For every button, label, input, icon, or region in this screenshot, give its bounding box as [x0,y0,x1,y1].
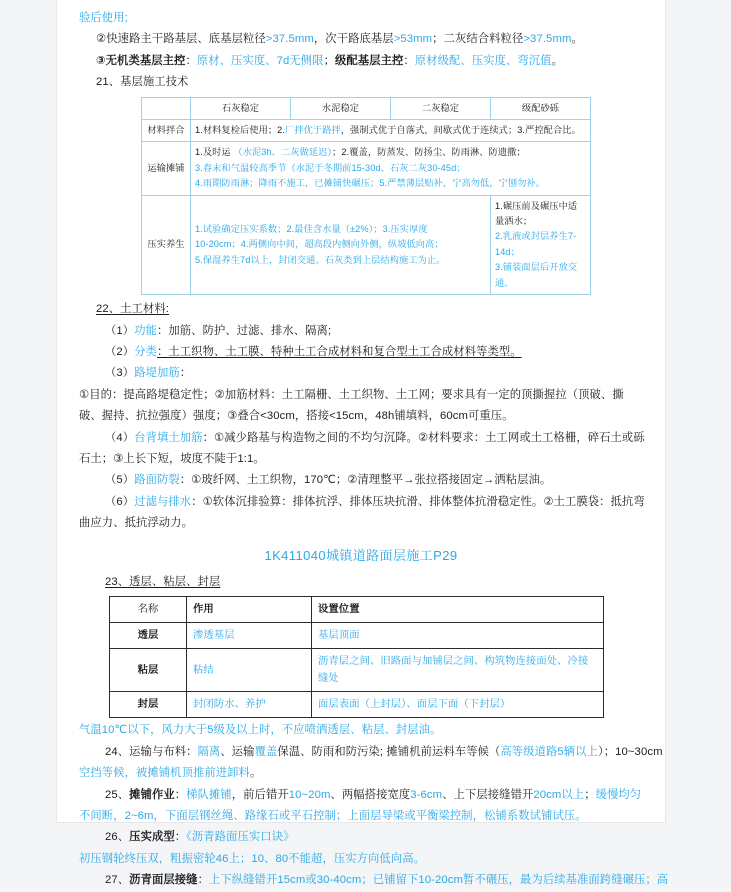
cell-header-graded-gravel: 级配砂砾 [491,97,591,119]
line-22-6-body-2: 曲应力、抵抗浮动力。 [79,517,193,530]
table-row [110,649,604,692]
line-22-3 [79,363,643,384]
key-embankment-reinforcement: 路堤加筋 [134,367,180,380]
text-segment: 、两幅搭接宽度 [330,788,411,801]
cell-header-lime: 石灰稳定 [191,97,291,119]
line-22-1 [79,321,643,342]
cell-layer-position: 沥青层之间、旧路面与加铺层之间、构筑物连接面处、冷接缝处 [312,649,604,692]
key-classification: 分类 [134,345,157,358]
value-375mm-a: >37.5mm [265,33,314,46]
cell-header-name: 名称 [110,597,187,623]
label-inorganic-base-control: ③无机类基层主控 [96,54,186,67]
heading-22-geosynthetics: 22、土工材料: [96,303,169,316]
text-segment: ：①减少路基与构造物之间的不均匀沉降。②材料要求：土工网或土工格栅，碎石土或砾 [202,431,645,444]
text-segment: 3.铺装面层后开放交通。 [495,262,578,288]
key-abutment-backfill: 台背填土加筋 [134,431,203,444]
text-segment: ；二灰结合料粒径 [432,33,524,46]
note-temperature-wind: 气温10℃以下，风力大于5级及以上时，不应喷洒透层、粘层、封层油。 [79,724,442,737]
key-compaction-formula: 《沥青路面压实口诀》 [186,831,295,844]
text-segment: 、上下层接缝错开 [442,788,534,801]
line-22-6 [79,492,643,513]
text-segment: ： [179,367,192,380]
table-row [142,120,591,142]
text-segment: ，前后错开 [231,788,289,801]
table-row [142,195,591,294]
key-filter-drainage: 过滤与排水 [134,495,192,508]
text-segment: ； [323,54,336,67]
text-segment: 10-20cm；4.两侧向中间，超高段内侧向外侧，纵坡低向高； [195,239,444,250]
cell-header-effect: 作用 [187,597,312,623]
key-function: 功能 [134,324,157,337]
text-segment: 2.乳液或封层养生7-14d； [495,231,577,257]
line-22-5 [79,470,643,491]
surface-layers-table [109,596,604,718]
cell-header-cement: 水泥稳定 [291,97,391,119]
text-segment: ： [186,745,198,758]
text-segment: 保温、防雨和防污染; 摊铺机前运料车等候（ [277,745,501,758]
cell-compaction-curing-left [191,195,491,294]
value-375mm-b: >37.5mm [523,33,572,46]
item-number: （4） [105,431,135,444]
cell-label-transport-paving: 运输摊铺 [142,142,191,195]
text-segment: 厂拌优于路拌 [285,125,341,136]
text-segment: 1.及时运 [195,147,234,158]
line-24-body-2 [79,763,643,784]
text-segment: ，强制式优于自落式，间歇式优于连续式；3.严控配合比。 [340,125,581,136]
text-segment: ： [403,54,415,67]
section-number-26: 26、 [105,831,130,844]
text-segment: 、运输 [220,745,255,758]
chapter-title: 1K411040城镇道路面层施工P29 [264,547,458,563]
line-22-4 [79,428,643,449]
line-particle-size [79,29,643,50]
document-body [57,0,669,892]
title-paving-operation: 摊铺作业 [129,788,175,801]
text-segment: 1.碾压前及碾压中适量洒水； [495,200,578,227]
cell-header-blank [142,97,191,119]
cell-compaction-curing-right [491,195,591,294]
line-22-3-body-1: ①目的：提高路堤稳定性；②加筋材料：土工隔栅、土工织物、土工网；要求具有一定的顶撕握拉（顶破、撕 [79,388,624,401]
text-segment: 1.试验确定压实系数；2.最佳含水量（±2%）；3.压实厚度 [195,223,428,234]
item-number: （5） [105,474,135,487]
key-truck-count: 高等级道路5辆以上 [500,745,598,758]
cell-label-mixing: 材料拌合 [142,120,191,142]
line-25-body-2: 不间断，2~6m，下面层钢丝绳、路缘石或平石控制；上面层导梁或平衡梁控制，松铺系数试铺试压。 [79,810,587,822]
text-segment: ： [197,874,209,887]
cell-header-position: 设置位置 [312,597,604,623]
line-verify-use: 验后使用; [79,12,128,24]
line-24 [79,742,663,763]
text-segment: ：①软体沉排验算：排体抗浮、排体压块抗滑、排体整体抗滑稳定性。②土工膜袋：抵抗弯 [191,495,645,508]
text-segment: ②快速路主干路基层、底基层粒径 [96,33,266,46]
value-overlap-3-6cm: 3-6cm [410,788,443,801]
cell-layer-name: 封层 [110,692,187,718]
text-segment: （水泥3h、二灰做延迟） [233,147,333,158]
document-page [57,0,669,887]
text-segment: ；2.覆盖，防蒸发、防扬尘、防雨淋、防遗撒； [332,147,526,158]
item-number: （6） [105,495,135,508]
text-segment: ：①玻纤网、土工织物，170℃；②清理整平→张拉搭接固定→洒粘层油。 [179,474,552,487]
key-echelon-paving: 梯队摊铺 [186,788,232,801]
cell-layer-name: 粘层 [110,649,187,692]
cell-header-lime-flyash: 二灰稳定 [391,97,491,119]
line-22-4-body-2: 石土；③上长下短，坡度不陡于1:1。 [79,452,265,465]
line-22-3-body-2: 破、握持、抗拉强度）强度；③叠合<30cm，搭接<15cm，48h铺填料，60cm可重压。 [79,410,514,423]
cell-layer-position: 面层表面（上封层）、面层下面（下封层） [312,692,604,718]
line-22-2 [79,342,643,363]
cell-layer-position: 基层顶面 [312,623,604,649]
key-covering: 覆盖 [254,745,278,758]
label-graded-base-control: 级配基层主控 [335,54,404,67]
table-row-header [110,597,604,623]
value-53mm: >53mm [393,33,433,46]
line-26-body-2: 初压钢轮终压双，粗振密轮46上；10、80不能超，压实方向低向高。 [79,852,426,865]
table-row-header [142,97,591,119]
text-segment: 1.材料复检后使用；2. [195,125,286,136]
cell-layer-name: 透层 [110,623,187,649]
text-segment: 。 [249,767,262,780]
title-asphalt-joint: 沥青面层接缝 [129,874,198,887]
cell-layer-effect: 渗透基层 [187,623,312,649]
table-row [142,142,591,195]
base-construction-table [141,97,591,295]
line-26 [79,827,643,848]
line-27 [79,870,669,891]
item-number: （3） [105,367,135,380]
value-offset-10-20m: 10~20m [288,788,331,801]
table-row [110,692,604,718]
line-inorganic-control [79,51,643,72]
value-inorganic-items: 原材、压实度、7d无侧限 [196,54,324,67]
item-number: （2） [105,345,135,358]
text-segment: 。 [551,54,563,67]
text-segment: 空挡等候，被摊铺机顶推前进卸料 [79,767,250,780]
text-segment: 4.雨期防雨淋；降雨不施工，已摊铺快碾压；5.严禁薄层贴补，宁高勿低，宁刨勿补。 [195,178,546,189]
text-segment: 。 [571,33,583,46]
item-number: （1） [105,324,135,337]
key-isolation: 隔离 [197,745,221,758]
title-compaction-forming: 压实成型 [129,831,175,844]
text-segment: ：加筋、防护、过滤、排水、隔离; [156,324,332,337]
section-number-27: 27、 [105,874,130,887]
text-segment: ： [174,831,187,844]
heading-21-base-construction: 21、基层施工技术 [96,76,189,89]
text-segment: ，次干路底基层 [313,33,394,46]
value-joint-20cm: 20cm以上 [533,788,585,801]
cell-layer-effect: 粘结 [187,649,312,692]
key-crack-prevention: 路面防裂 [134,474,180,487]
text-segment: 3.春末和气温较高季节（水泥于冬期前15-30d、石灰二灰30-45d； [195,162,466,173]
value-joint-detail: 上下纵缝错开15cm或30-40cm；已铺留下10-20cm暂不碾压，最为后续基准面跨缝碾压；高 [208,874,669,887]
cell-layer-effect: 封闭防水、养护 [187,692,312,718]
cell-transport-paving-body [191,142,591,195]
text-segment: ： [174,788,187,801]
section-number-24: 24、运输与布料 [105,745,187,758]
table-row [110,623,604,649]
text-segment: ）；10~30cm [597,745,663,758]
text-segment: ： [185,54,197,67]
heading-23-layers: 23、透层、粘层、封层 [105,575,221,588]
key-slow-uniform: 缓慢均匀 [595,788,642,801]
text-segment: ：土工织物、土工膜、特种土工合成材料和复合型土工合成材料等类型。 [156,345,522,358]
text-segment: ； [584,788,596,801]
text-segment: 5.保湿养生7d以上，封闭交通。石灰类到上层结构施工为止。 [195,254,446,265]
cell-label-compaction-curing: 压实养生 [142,195,191,294]
section-number-25: 25、 [105,788,130,801]
value-graded-items: 原材级配、压实度、弯沉值 [414,54,552,67]
cell-mixing-body [191,120,591,142]
line-25 [79,785,643,806]
